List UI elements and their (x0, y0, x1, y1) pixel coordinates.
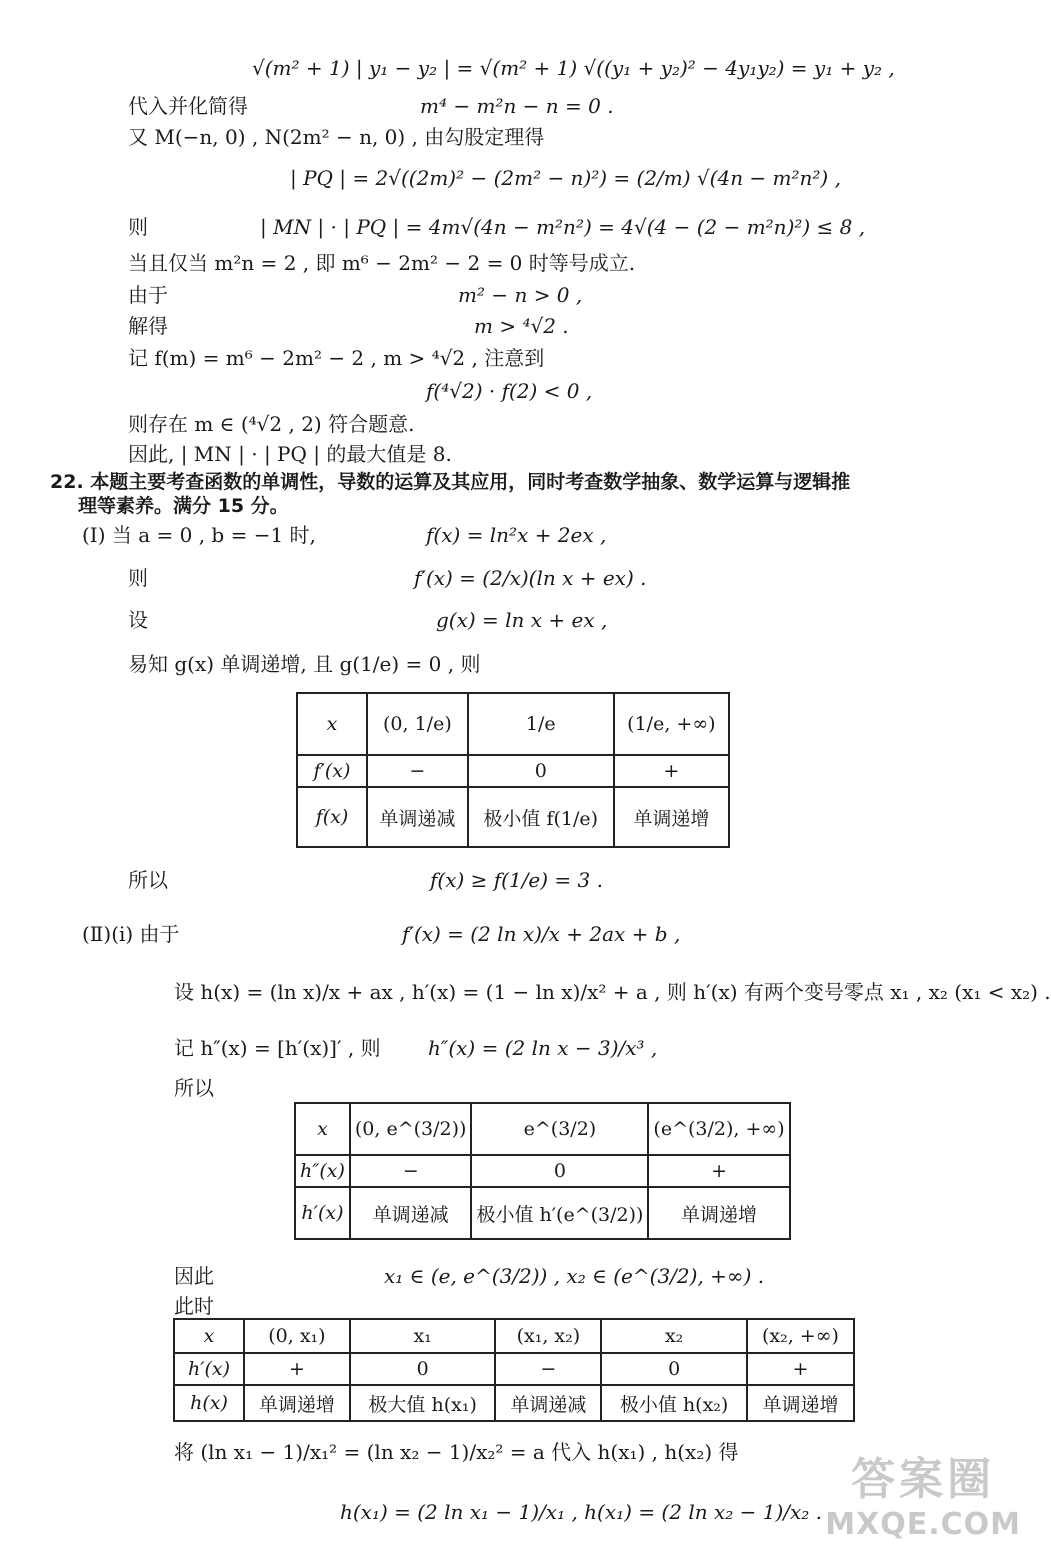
text-line: 解得 (128, 314, 168, 338)
equation-line: f′(x) = (2 ln x)/x + 2ax + b , (402, 922, 681, 946)
equation-line: m² − n > 0 , (458, 283, 583, 307)
table-cell: 单调递减 (495, 1385, 601, 1421)
text-line: 代入并化简得 (128, 94, 248, 118)
table-cell: e^(3/2) (471, 1103, 648, 1155)
watermark-logo-text: 答案圈 (851, 1454, 996, 1505)
table-cell: x₂ (601, 1319, 747, 1353)
equation-line: f(x) ≥ f(1/e) = 3 . (430, 868, 603, 892)
text-line: 则存在 m ∈ (⁴√2 , 2) 符合题意. (128, 412, 415, 436)
table-cell: 单调递增 (244, 1385, 350, 1421)
text-line: 记 f(m) = m⁶ − 2m² − 2 , m > ⁴√2 , 注意到 (128, 346, 545, 370)
text-line: 记 h″(x) = [h′(x)]′ , 则 (174, 1036, 381, 1060)
text-line: 所以 (128, 868, 168, 892)
table-cell: f′(x) (297, 755, 367, 787)
sign-table-h (173, 1318, 855, 1422)
text-line: 由于 (128, 283, 168, 307)
equation-line: f(x) = ln²x + 2ex , (426, 523, 607, 547)
text-line: 将 (ln x₁ − 1)/x₁² = (ln x₂ − 1)/x₂² = a 代入 h(x₁) , h(x₂) 得 (174, 1440, 739, 1464)
table-cell: 单调递减 (350, 1187, 472, 1239)
table-cell: x₁ (350, 1319, 496, 1353)
text-line: 因此 (174, 1264, 214, 1288)
table-cell: 单调递减 (367, 787, 468, 847)
sign-table-f (296, 692, 730, 848)
table-cell: h(x) (174, 1385, 244, 1421)
table-cell: (0, e^(3/2)) (350, 1103, 472, 1155)
equation-line: g(x) = ln x + ex , (436, 608, 608, 632)
table-cell: h′(x) (295, 1187, 350, 1239)
table-cell: + (614, 755, 729, 787)
table-cell: 极小值 f(1/e) (468, 787, 614, 847)
text-line: 又 M(−n, 0) , N(2m² − n, 0) , 由勾股定理得 (128, 125, 545, 149)
table-cell: x (295, 1103, 350, 1155)
table-cell: 单调递增 (648, 1187, 789, 1239)
equation-line: f(⁴√2) · f(2) < 0 , (426, 379, 593, 403)
text-line: 则 (128, 566, 148, 590)
text-line: (Ⅱ)(ⅰ) 由于 (82, 922, 180, 946)
table-cell: 0 (471, 1155, 648, 1187)
table-cell: − (495, 1353, 601, 1385)
table-cell: − (350, 1155, 472, 1187)
watermark-url: MXQE.COM (825, 1507, 1021, 1542)
equation-line: m⁴ − m²n − n = 0 . (420, 94, 614, 118)
watermark-logo (825, 1443, 1021, 1542)
table-cell: (x₂, +∞) (747, 1319, 854, 1353)
problem-heading: 22. 本题主要考查函数的单调性，导数的运算及其应用，同时考查数学抽象、数学运算与逻辑推 (50, 471, 851, 493)
table-cell: 单调递增 (614, 787, 729, 847)
table-cell: f(x) (297, 787, 367, 847)
equation-line: √(m² + 1) | y₁ − y₂ | = √(m² + 1) √((y₁ + y₂)² − 4y₁y₂) = y₁ + y₂ , (252, 56, 895, 80)
text-line: 易知 g(x) 单调递增, 且 g(1/e) = 0 , 则 (128, 652, 481, 676)
table-cell: (1/e, +∞) (614, 693, 729, 755)
table-cell: 单调递增 (747, 1385, 854, 1421)
equation-line: h″(x) = (2 ln x − 3)/x³ , (428, 1036, 658, 1060)
text-line: 则 (128, 215, 148, 239)
table-cell: + (747, 1353, 854, 1385)
table-cell: 0 (601, 1353, 747, 1385)
table-cell: 极小值 h(x₂) (601, 1385, 747, 1421)
equation-line: h(x₁) = (2 ln x₁ − 1)/x₁ , h(x₁) = (2 ln x₂ − 1)/x₂ . (340, 1500, 823, 1524)
table-cell: (x₁, x₂) (495, 1319, 601, 1353)
table-cell: x (297, 693, 367, 755)
equation-line: x₁ ∈ (e, e^(3/2)) , x₂ ∈ (e^(3/2), +∞) . (384, 1264, 765, 1288)
text-line: 设 h(x) = (ln x)/x + ax , h′(x) = (1 − ln x)/x² + a , 则 h′(x) 有两个变号零点 x₁ , x₂ (x₁ < x₂) . (174, 980, 1051, 1004)
table-cell: (0, 1/e) (367, 693, 468, 755)
table-cell: + (648, 1155, 789, 1187)
problem-heading-cont: 理等素养。满分 15 分。 (78, 495, 289, 517)
table-cell: (0, x₁) (244, 1319, 350, 1353)
table-cell: x (174, 1319, 244, 1353)
equation-line: | PQ | = 2√((2m)² − (2m² − n)²) = (2/m) √(4n − m²n²) , (290, 166, 841, 190)
equation-line: | MN | · | PQ | = 4m√(4n − m²n²) = 4√(4 − (2 − m²n)²) ≤ 8 , (260, 215, 866, 239)
table-cell: 极小值 h′(e^(3/2)) (471, 1187, 648, 1239)
sign-table-h-prime (294, 1102, 791, 1240)
table-cell: 0 (468, 755, 614, 787)
text-line: 此时 (174, 1294, 214, 1318)
text-line: 当且仅当 m²n = 2 , 即 m⁶ − 2m² − 2 = 0 时等号成立. (128, 251, 636, 275)
table-cell: + (244, 1353, 350, 1385)
table-cell: h″(x) (295, 1155, 350, 1187)
table-cell: 1/e (468, 693, 614, 755)
text-line: 所以 (174, 1076, 214, 1100)
text-line: 设 (128, 608, 148, 632)
text-line: 因此, | MN | · | PQ | 的最大值是 8. (128, 442, 452, 466)
table-cell: 0 (350, 1353, 496, 1385)
equation-line: f′(x) = (2/x)(ln x + ex) . (414, 566, 647, 590)
table-cell: h′(x) (174, 1353, 244, 1385)
text-line: (Ⅰ) 当 a = 0 , b = −1 时, (82, 523, 316, 547)
table-cell: (e^(3/2), +∞) (648, 1103, 789, 1155)
table-cell: 极大值 h(x₁) (350, 1385, 496, 1421)
equation-line: m > ⁴√2 . (474, 314, 569, 338)
table-cell: − (367, 755, 468, 787)
